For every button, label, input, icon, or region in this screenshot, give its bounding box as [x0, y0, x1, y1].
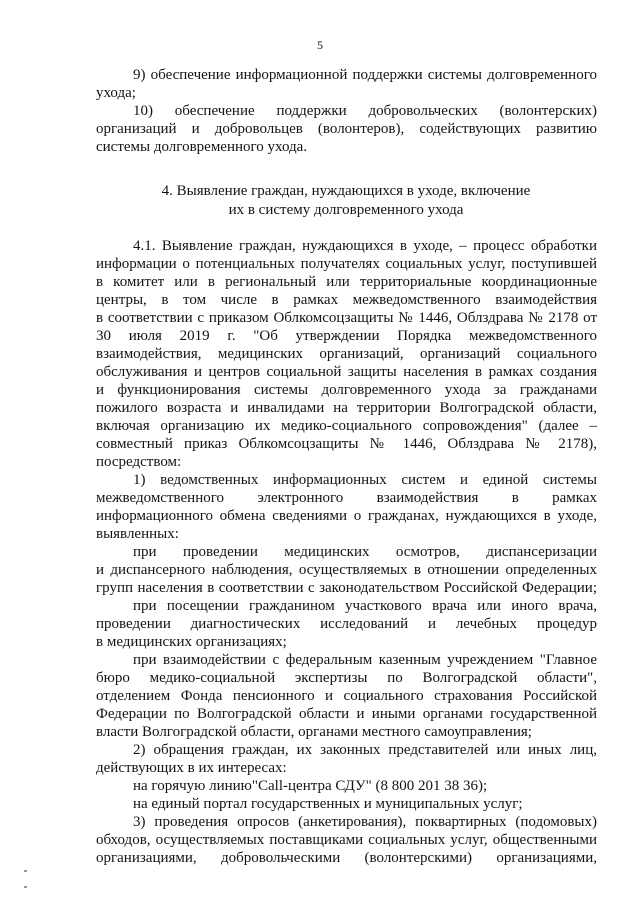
text-line: 1) ведомственных информационных систем и единой системы [133, 472, 597, 488]
text-line: при проведении медицинских осмотров, диспансеризации [133, 544, 597, 560]
text-line: пожилого возраста и инвалидами на территории Волгоградской области, [96, 400, 597, 416]
text-line: системы долговременного ухода. [96, 139, 308, 155]
text-line: обходов, осуществляемых поставщиками социальных услуг, общественными [96, 832, 597, 848]
text-line: власти Волгоградской области, органами местного самоуправления; [96, 724, 532, 740]
text-line: обслуживания и центров социальной защиты населения в рамках создания [96, 364, 597, 380]
text-line: в медицинских организациях; [96, 634, 287, 650]
scan-speck [24, 886, 27, 888]
text-line: выявленных: [96, 526, 179, 542]
text-line: бюро медико-социальной экспертизы по Волгоградской области", [96, 670, 597, 686]
text-line: информации о потенциальных получателях социальных услуг, поступившей [96, 256, 597, 272]
text-line: и диспансерного наблюдения, осуществляемых в отношении определенных [96, 562, 597, 578]
text-line: 30 июля 2019 г. "Об утверждении Порядка межведомственного [96, 328, 597, 344]
section-heading-line-1: 4. Выявление граждан, нуждающихся в уходе, включение [161, 183, 531, 199]
text-line: организаций и добровольцев (волонтеров), содействующих развитию [96, 121, 597, 137]
text-line: на горячую линию"Call-центра СДУ" (8 800 201 38 36); [133, 778, 488, 794]
text-line: совместный приказ Облкомсоцзащиты № 1446, Облздрава № 2178), [96, 436, 597, 452]
text-line: взаимодействия, медицинских организаций, организаций социального [96, 346, 597, 362]
text-line: групп населения в соответствии с законодательством Российской Федерации; [96, 580, 597, 596]
section-heading-line-2: их в систему долговременного ухода [228, 202, 464, 218]
text-line: проведении диагностических исследований и лечебных процедур [96, 616, 597, 632]
text-line: 4.1. Выявление граждан, нуждающихся в уходе, – процесс обработки [133, 238, 597, 254]
text-line: посредством: [96, 454, 182, 470]
text-line: 2) обращения граждан, их законных представителей или иных лиц, [133, 742, 597, 758]
text-line: организациями, добровольческими (волонтерскими) организациями, [96, 850, 597, 866]
text-line: в комитет или в региональный или территориальные координационные [96, 274, 597, 290]
text-line: и функционирования системы долговременного ухода за гражданами [96, 382, 597, 398]
text-line: включая организацию их медико-социального сопровождения" (далее – [96, 418, 597, 434]
text-line: в соответствии с приказом Облкомсоцзащиты № 1446, Облздрава № 2178 от [96, 310, 597, 326]
scan-speck [24, 870, 27, 872]
text-line: отделением Фонда пенсионного и социального страхования Российской [96, 688, 597, 704]
text-line: 9) обеспечение информационной поддержки системы долговременного [133, 67, 597, 83]
text-line: ухода; [96, 85, 136, 101]
text-line: 3) проведения опросов (анкетирования), поквартирных (подомовых) [133, 814, 597, 830]
text-line: действующих в их интересах: [96, 760, 287, 776]
text-line: на единый портал государственных и муниципальных услуг; [133, 796, 523, 812]
text-line: информационного обмена сведениями о гражданах, нуждающихся в уходе, [96, 508, 597, 524]
text-line: 10) обеспечение поддержки добровольческих (волонтерских) [133, 103, 597, 119]
page-number: 5 [317, 38, 323, 52]
text-line: межведомственного электронного взаимодействия в рамках [96, 490, 597, 506]
text-line: центры, в том числе в рамках межведомственного взаимодействия [96, 292, 597, 308]
text-line: Федерации по Волгоградской области и иными органами государственной [96, 706, 597, 722]
text-line: при посещении гражданином участкового врача или иного врача, [133, 598, 597, 614]
text-line: при взаимодействии с федеральным казенным учреждением "Главное [133, 652, 597, 668]
